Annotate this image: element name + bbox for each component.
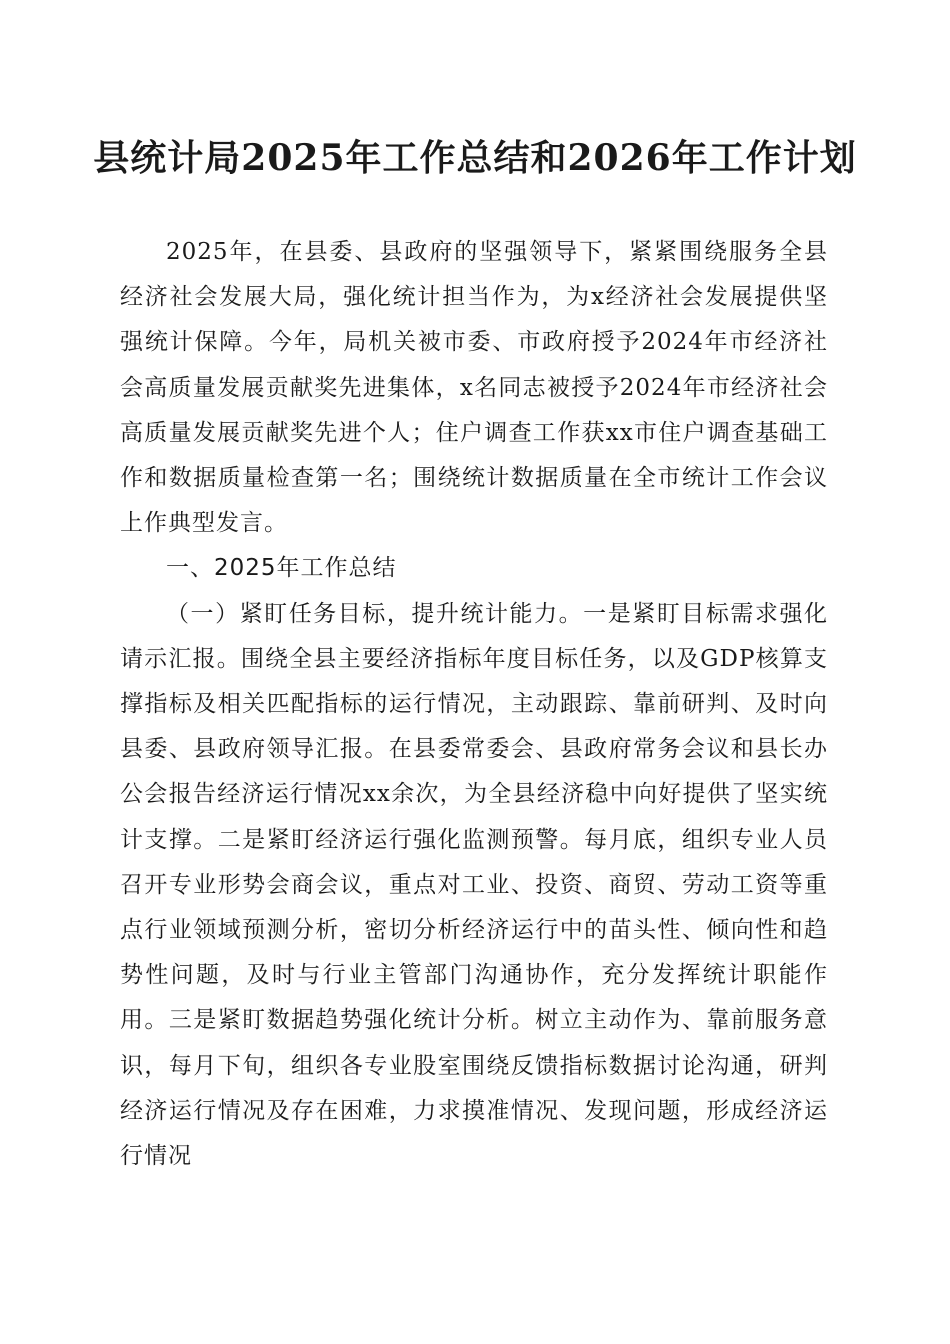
document-body [120,230,828,1179]
section-paragraph: （一）紧盯任务目标，提升统计能力。一是紧盯目标需求强化请示汇报。围绕全县主要经济指标年度目标任务，以及GDP核算支撑指标及相关匹配指标的运行情况，主动跟踪、靠前研判、及时向县委、县政府领导汇报。在县委常委会、县政府常务会议和县长办公会报告经济运行情况xx余次，为全县经济稳中向好提供了坚实统计支撑。二是紧盯经济运行强化监测预警。每月底，组织专业人员召开专业形势会商会议，重点对工业、投资、商贸、劳动工资等重点行业领域预测分析，密切分析经济运行中的苗头性、倾向性和趋势性问题，及时与行业主管部门沟通协作，充分发挥统计职能作用。三是紧盯数据趋势强化统计分析。树立主动作为、靠前服务意识，每月下旬，组织各专业股室围绕反馈指标数据讨论沟通，研判经济运行情况及存在困难，力求摸准情况、发现问题，形成经济运行情况 [120,600,828,1170]
document-title: 县统计局2025年工作总结和2026年工作计划 [93,137,857,179]
intro-paragraph: 2025年，在县委、县政府的坚强领导下，紧紧围绕服务全县经济社会发展大局，强化统计担当作为，为x经济社会发展提供坚强统计保障。今年，局机关被市委、市政府授予2024年市经济社会高质量发展贡献奖先进集体，x名同志被授予2024年市经济社会高质量发展贡献奖先进个人；住户调查工作获xx市住户调查基础工作和数据质量检查第一名；围绕统计数据质量在全市统计工作会议上作典型发言。 [120,239,828,537]
section-heading: 一、2025年工作总结 [166,555,397,582]
